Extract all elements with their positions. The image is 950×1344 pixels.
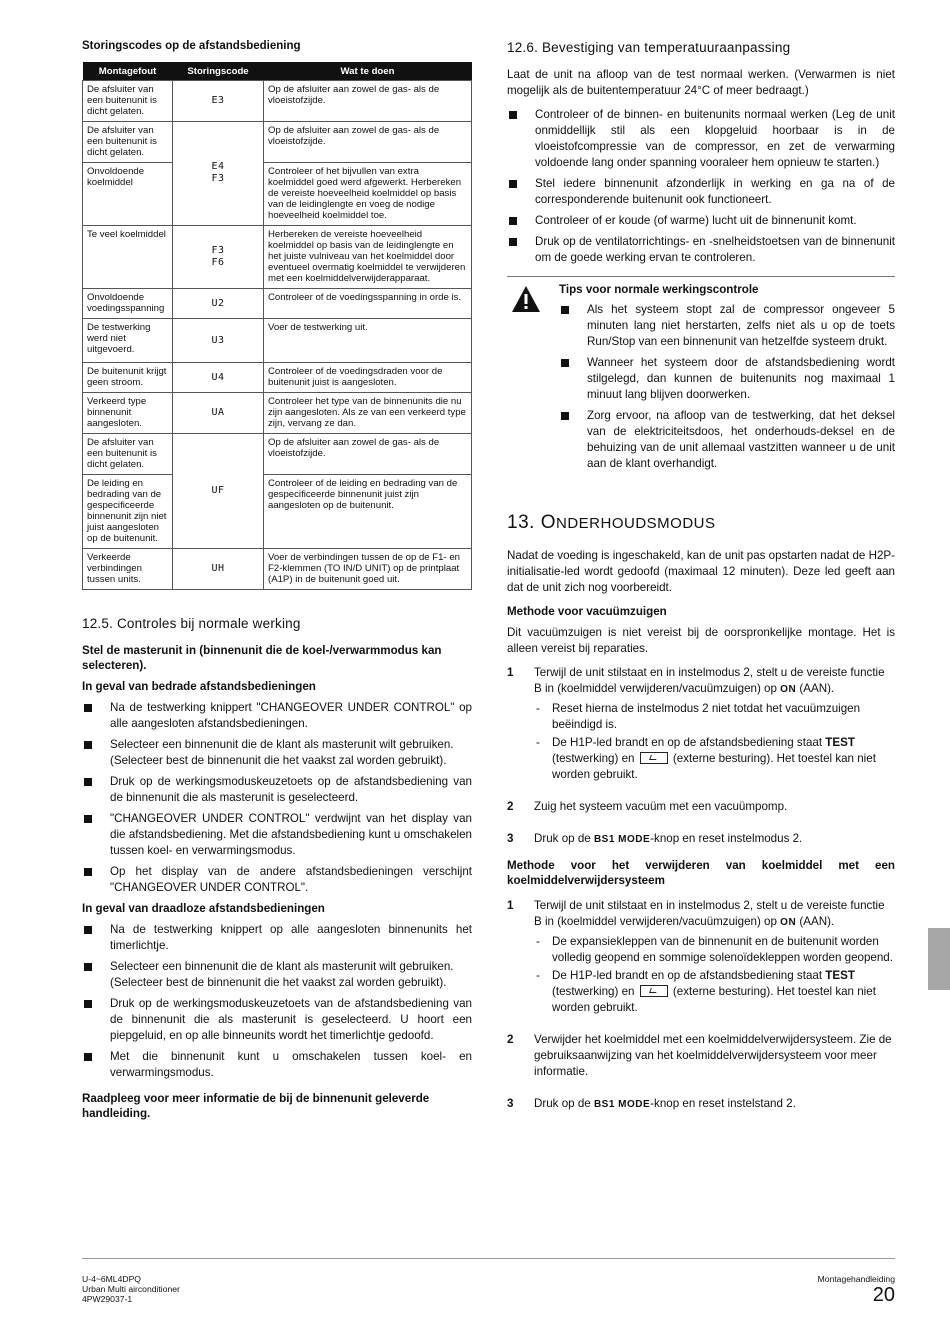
closing-note: Raadpleeg voor meer informatie de bij de binnenunit geleverde handleiding. xyxy=(82,1092,430,1120)
removal-title: Methode voor het verwijderen van koelmiddel met een koelmiddelverwijdersysteem xyxy=(507,859,895,887)
table-row xyxy=(83,363,472,393)
section-12-5-intro: Stel de masterunit in (binnenunit die de koel-/verwarmmodus kan selecteren). xyxy=(82,644,442,672)
square-bullet-icon xyxy=(84,1053,92,1061)
square-bullet-icon xyxy=(509,238,517,246)
wired-list xyxy=(82,700,472,896)
section-12-6-intro: Laat de unit na afloop van de test normaal werken. (Verwarmen is niet mogelijk als de buitentemperatuur 24°C of meer bedraagt.) xyxy=(507,68,895,97)
right-column xyxy=(507,36,895,1129)
action-cell: Voer de verbindingen tussen de op de F1- en F2-klemmen (TO IN/D UNIT) op de printplaat (A1P) in de buitenunit goed uit. xyxy=(264,549,472,590)
square-bullet-icon xyxy=(509,217,517,225)
square-bullet-icon xyxy=(561,359,569,367)
error-code-table xyxy=(82,62,472,590)
table-header-row xyxy=(83,62,472,81)
step-item: 3 Druk op de BS1 MODE-knop en reset instelmodus 2. xyxy=(507,832,803,845)
dash-item: - De expansiekleppen van de binnenunit en de buitenunit worden volledig geopend en sommige solenoïdekleppen worden geopend. xyxy=(536,935,893,964)
action-cell: Controleer of de voedingsdraden voor de buitenunit juist is aangesloten. xyxy=(264,363,472,393)
square-bullet-icon xyxy=(509,180,517,188)
step-item: 1 Terwijl de unit stilstaat en in instelmodus 2, stelt u de vereiste functie B in (koelmiddel verwijderen/vacuümzuigen) op ON (AAN). - Reset hierna de instelmodus 2 niet totdat het vacuümzuigen beëindigd is. - De H1P-led brandt en op de afstandsbediening staat TEST (testwerking) en (externe besturing). Het toestel kan niet worden gebruikt. xyxy=(507,665,895,783)
square-bullet-icon xyxy=(561,306,569,314)
code-value: E4 F3 xyxy=(211,161,225,184)
code-cell: U3 xyxy=(173,319,264,363)
list-item: Als het systeem stopt zal de compressor ongeveer 5 minuten lang niet herstarten, zelfs niet als u op de toets Run/Stop van een binnenunit van hetzelfde systeem drukt. xyxy=(559,302,895,350)
wireless-title: In geval van draadloze afstandsbedieningen xyxy=(82,902,325,915)
tips-title: Tips voor normale werkingscontrole xyxy=(559,283,759,296)
chapter-title-rest: NDERHOUDSMODUS xyxy=(555,515,716,532)
table-row xyxy=(83,289,472,319)
code-cell xyxy=(173,122,264,226)
step-item: 3 Druk op de BS1 MODE-knop en reset instelstand 2. xyxy=(507,1097,796,1110)
list-item: Wanneer het systeem door de afstandsbediening wordt stilgelegd, dan kunnen de buitenunits nog maximaal 1 minuut lang blijven doorwerken. xyxy=(559,355,895,403)
table-row xyxy=(83,434,472,475)
action-cell: Op de afsluiter aan zowel de gas- als de vloeistofzijde. xyxy=(264,434,472,475)
list-item: Zorg ervoor, na afloop van de testwerking, dat het deksel van de elektriciteitsdoos, het onderhouds-deksel en de behuizing van de unit allemaal vastzitten wanneer u de unit aan de klant overhandigt. xyxy=(559,408,895,472)
square-bullet-icon xyxy=(84,815,92,823)
chapter-13-intro: Nadat de voeding is ingeschakeld, kan de unit pas opstarten nadat de H2P-initialisatie-led wordt gedoofd (maximaal 12 minuten). Deze led geeft aan dat de unit zich nog voorbereidt. xyxy=(507,549,896,594)
step-item: 2 Verwijder het koelmiddel met een koelmiddelverwijdersysteem. Zie de gebruiksaanwijzing van het koelmiddelverwijdersysteem voor meer informatie. xyxy=(507,1033,892,1078)
removal-steps xyxy=(507,898,895,1113)
action-cell: Op de afsluiter aan zowel de gas- als de vloeistofzijde. xyxy=(264,81,472,122)
square-bullet-icon xyxy=(561,412,569,420)
vacuum-title: Methode voor vacuümzuigen xyxy=(507,605,667,618)
fault-cell: De testwerking werd niet uitgevoerd. xyxy=(83,319,173,363)
table-row xyxy=(83,549,472,590)
list-item: Na de testwerking knippert op alle aangesloten binnenunits het timerlichtje. xyxy=(82,922,472,954)
footer-divider xyxy=(82,1258,895,1259)
on-key-label: ON xyxy=(780,917,797,928)
bs1-mode-key-label: BS1 MODE xyxy=(593,1099,651,1110)
action-cell: Herbereken de vereiste hoeveelheid koelmiddel op basis van de leidinglengte en het juiste vulniveau van het koelmiddel door eventueel overmatig koelmiddel te verwijderen met een koelmiddelverwijderapparaat. xyxy=(264,226,472,289)
chapter-number: 13. xyxy=(507,512,535,533)
action-cell: Controleer of het bijvullen van extra koelmiddel goed werd afgewerkt. Herbereken de vereiste hoeveelheid koelmiddel op basis van de leidinglengte en voeg de nodige hoeveelheid koelmiddel toe. xyxy=(264,163,472,226)
footer-model: U-4~6ML4DPQ xyxy=(82,1274,141,1284)
footer-product: Urban Multi airconditioner xyxy=(82,1284,180,1294)
dash-item: - De H1P-led brandt en op de afstandsbediening staat TEST (testwerking) en (externe besturing). Het toestel kan niet worden gebruikt. xyxy=(536,736,876,781)
list-item: Selecteer een binnenunit die de klant als masterunit wilt gebruiken. (Selecteer best de binnenunit die het vaakst zal worden gebruikt). xyxy=(82,959,472,991)
section-12-6-list xyxy=(507,107,895,266)
fault-cell: De afsluiter van een buitenunit is dicht gelaten. xyxy=(83,122,173,163)
section-12-6-title: 12.6. Bevestiging van temperatuuraanpassing xyxy=(507,40,791,55)
list-item: Controleer of er koude (of warme) lucht uit de binnenunit komt. xyxy=(507,213,895,229)
fault-cell: De buitenunit krijgt geen stroom. xyxy=(83,363,173,393)
test-label: TEST xyxy=(825,736,855,749)
list-item: Selecteer een binnenunit die de klant als masterunit wilt gebruiken. (Selecteer best de binnenunit die het vaakst zal worden gebruikt). xyxy=(82,737,472,769)
table-row xyxy=(83,393,472,434)
table-row xyxy=(83,475,472,549)
code-cell: U4 xyxy=(173,363,264,393)
code-cell: E3 xyxy=(173,81,264,122)
fault-cell: De afsluiter van een buitenunit is dicht gelaten. xyxy=(83,81,173,122)
action-cell: Op de afsluiter aan zowel de gas- als de vloeistofzijde. xyxy=(264,122,472,163)
col-header-code: Storingscode xyxy=(173,62,264,81)
vacuum-steps xyxy=(507,665,895,848)
list-item: Na de testwerking knippert "CHANGEOVER UNDER CONTROL" op alle aangesloten afstandsbedieningen. xyxy=(82,700,472,732)
list-item: Druk op de ventilatorrichtings- en -snelheidstoetsen van de binnenunit om de goede werking ervan te controleren. xyxy=(507,234,895,266)
chapter-13-title xyxy=(507,512,895,534)
col-header-fault: Montagefout xyxy=(83,62,173,81)
table-title: Storingscodes op de afstandsbediening xyxy=(82,40,301,52)
warning-triangle-icon xyxy=(511,285,541,318)
action-cell: Controleer het type van de binnenunits die nu zijn aangesloten. Als ze van een verkeerd type zijn, vervang ze dan. xyxy=(264,393,472,434)
fault-cell: Onvoldoende koelmiddel xyxy=(83,163,173,226)
dash-item: - De H1P-led brandt en op de afstandsbediening staat TEST (testwerking) en (externe besturing). Het toestel kan niet worden gebruikt. xyxy=(536,969,876,1014)
square-bullet-icon xyxy=(84,963,92,971)
chapter-title-first: O xyxy=(540,512,556,533)
fault-cell: Onvoldoende voedingsspanning xyxy=(83,289,173,319)
table-row xyxy=(83,319,472,363)
fault-cell: Verkeerd type binnenunit aangesloten. xyxy=(83,393,173,434)
list-item: Stel iedere binnenunit afzonderlijk in werking en ga na of de corresponderende buitenunit ook functioneert. xyxy=(507,176,895,208)
footer-doc-number: 4PW29037-1 xyxy=(82,1294,133,1304)
table-row xyxy=(83,163,472,226)
dash-item: - Reset hierna de instelmodus 2 niet totdat het vacuümzuigen beëindigd is. xyxy=(536,702,861,731)
on-key-label: ON xyxy=(780,684,797,695)
square-bullet-icon xyxy=(84,741,92,749)
section-12-5-title: 12.5. Controles bij normale werking xyxy=(82,616,301,631)
tips-list xyxy=(559,302,895,472)
section-tab-marker xyxy=(928,928,950,990)
list-item: Druk op de werkingsmoduskeuzetoets van de afstandsbediening van de binnenunit die als masterunit is geselecteerd. U hoort een piepgeluid, en op alle binneunits wordt het timerlichtje gedoofd. xyxy=(82,996,472,1044)
col-header-action: Wat te doen xyxy=(264,62,472,81)
fault-cell: De afsluiter van een buitenunit is dicht gelaten. xyxy=(83,434,173,475)
footer-left xyxy=(82,1274,180,1304)
list-item: Druk op de werkingsmoduskeuzetoets op de afstandsbediening van de binnenunit die als masterunit is geselecteerd. xyxy=(82,774,472,806)
page-number: 20 xyxy=(872,1284,895,1306)
code-cell xyxy=(173,226,264,289)
square-bullet-icon xyxy=(84,704,92,712)
action-cell: Controleer of de voedingsspanning in orde is. xyxy=(264,289,472,319)
table-row xyxy=(83,226,472,289)
tips-box xyxy=(507,276,895,472)
fault-cell: De leiding en bedrading van de gespecificeerde binnenunit zijn niet juist aangesloten op de buitenunit. xyxy=(83,475,173,549)
square-bullet-icon xyxy=(84,1000,92,1008)
list-item: Op het display van de andere afstandsbedieningen verschijnt "CHANGEOVER UNDER CONTROL". xyxy=(82,864,472,896)
wired-title: In geval van bedrade afstandsbedieningen xyxy=(82,680,316,693)
vacuum-intro: Dit vacuümzuigen is niet vereist bij de oorspronkelijke montage. Het is alleen vereist bij reparaties. xyxy=(507,626,895,655)
code-cell: UH xyxy=(173,549,264,590)
code-cell: UA xyxy=(173,393,264,434)
fault-cell: Verkeerde verbindingen tussen units. xyxy=(83,549,173,590)
wireless-list xyxy=(82,922,472,1081)
step-item: 1 Terwijl de unit stilstaat en in instelmodus 2, stelt u de vereiste functie B in (koelmiddel verwijderen/vacuümzuigen) op ON (AAN). - De expansiekleppen van de binnenunit en de buitenunit worden volledig geopend en sommige solenoïdekleppen worden geopend. - De H1P-led brandt en op de afstandsbediening staat TEST (testwerking) en (externe besturing). Het toestel kan niet worden gebruikt. xyxy=(507,898,895,1016)
square-bullet-icon xyxy=(84,868,92,876)
external-control-icon xyxy=(640,752,668,764)
code-cell: UF xyxy=(173,434,264,549)
square-bullet-icon xyxy=(84,926,92,934)
external-control-icon xyxy=(640,985,668,997)
square-bullet-icon xyxy=(509,111,517,119)
footer-right xyxy=(818,1274,895,1306)
step-item: 2 Zuig het systeem vacuüm met een vacuümpomp. xyxy=(507,800,788,813)
action-cell: Voer de testwerking uit. xyxy=(264,319,472,363)
list-item: Met die binnenunit kunt u omschakelen tussen koel- en verwarmingsmodus. xyxy=(82,1049,472,1081)
code-value: F3 F6 xyxy=(211,244,225,268)
list-item: "CHANGEOVER UNDER CONTROL" verdwijnt van het display van die afstandsbediening. Met die afstandsbediening kunt u omschakelen tussen koel- en verwarmingsmodus. xyxy=(82,811,472,859)
test-label: TEST xyxy=(825,969,855,982)
fault-cell: Te veel koelmiddel xyxy=(83,226,173,289)
square-bullet-icon xyxy=(84,778,92,786)
left-column xyxy=(82,36,472,1127)
list-item: Controleer of de binnen- en buitenunits normaal werken (Leg de unit onmiddellijk stil als een klopgeluid hoorbaar is in de vloeistofcompressie van de compressor, en zet de verwarming voldoende lang onder spanning vooraleer hem opnieuw te starten.) xyxy=(507,107,895,171)
footer-title: Montagehandleiding xyxy=(817,1274,895,1284)
code-cell: U2 xyxy=(173,289,264,319)
table-row xyxy=(83,122,472,163)
table-row xyxy=(83,81,472,122)
bs1-mode-key-label: BS1 MODE xyxy=(593,834,651,845)
action-cell: Controleer of de leiding en bedrading van de gespecificeerde binnenunit juist zijn aangesloten op de buitenunit. xyxy=(264,475,472,549)
